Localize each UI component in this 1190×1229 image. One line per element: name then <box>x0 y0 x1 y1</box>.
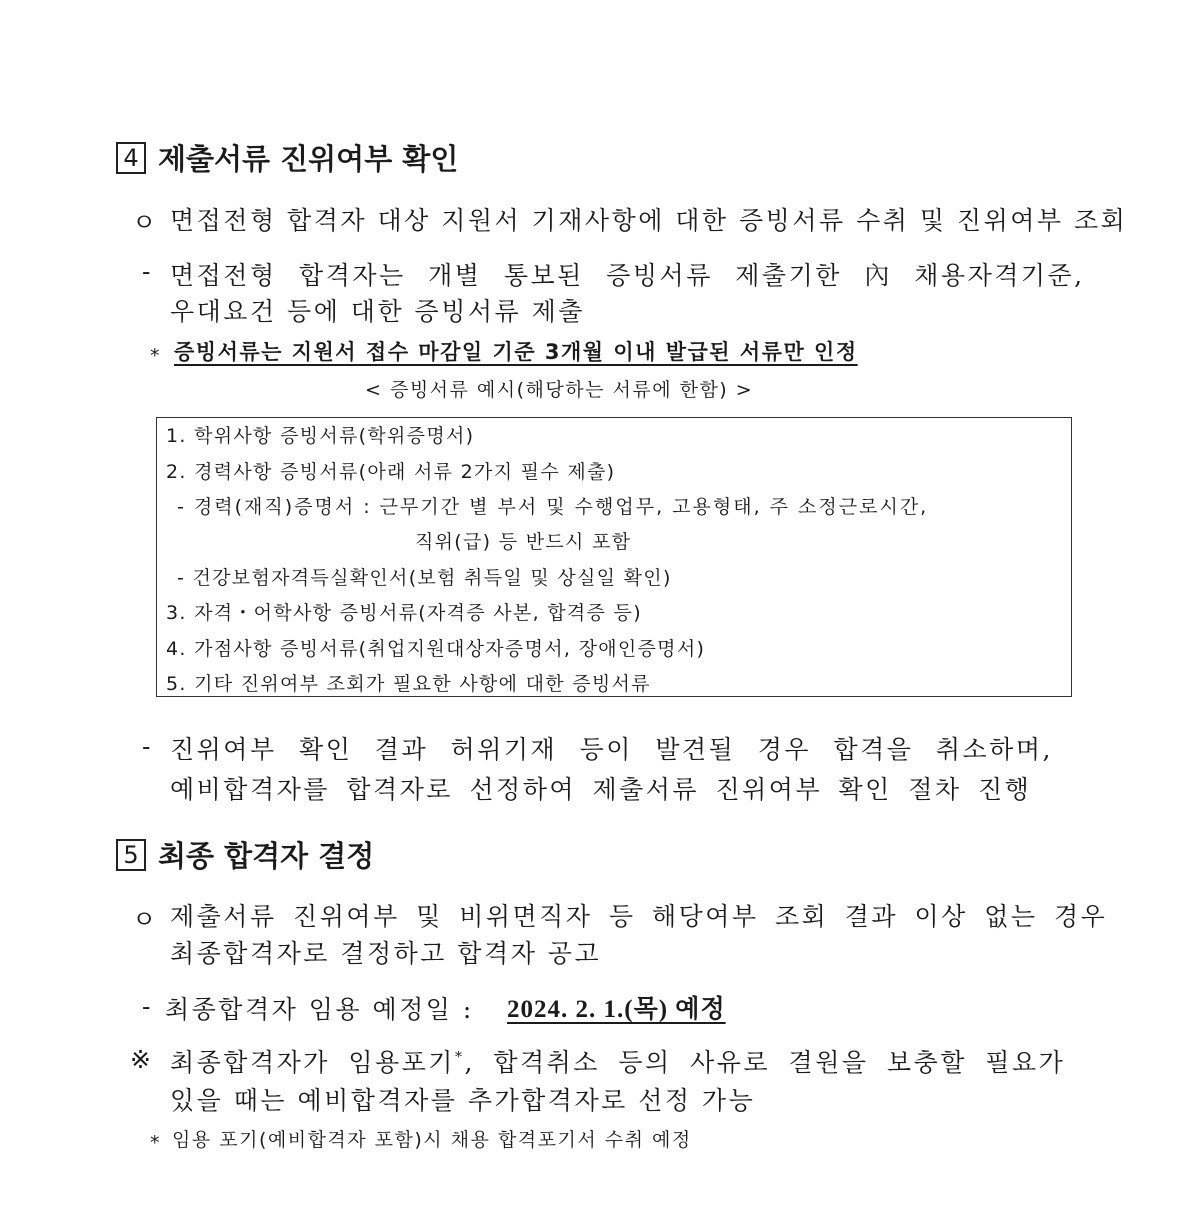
reference-mark: ※ <box>130 1045 154 1074</box>
box-line-8: 5. 기타 진위여부 조회가 필요한 사항에 대한 증빙서류 <box>166 673 651 695</box>
s4-note-text: 증빙서류는 지원서 접수 마감일 기준 3개월 이내 발급된 서류만 인정 <box>174 340 858 364</box>
section-4-heading <box>116 137 458 178</box>
box-line-5: - 건강보험자격득실확인서(보험 취득일 및 상실일 확인) <box>177 567 672 589</box>
section-4-title: 제출서류 진위여부 확인 <box>158 142 459 176</box>
appoint-label: 최종합격자 임용 예정일 : <box>165 995 474 1024</box>
section-5-number: 5 <box>116 839 146 871</box>
s4-line3b: 예비합격자를 합격자로 선정하여 제출서류 진위여부 확인 절차 진행 <box>170 775 1032 804</box>
box-line-7: 4. 가점사항 증빙서류(취업지원대상자증명서, 장애인증명서) <box>166 638 706 660</box>
s4-note <box>174 336 858 366</box>
section-5-heading <box>116 834 374 875</box>
s5-ref-line-b: 있을 때는 예비합격자를 추가합격자로 선정 가능 <box>170 1086 756 1115</box>
section-5-title: 최종 합격자 결정 <box>158 839 375 873</box>
s5-ref-pre: 최종합격자가 임용포기 <box>170 1048 455 1077</box>
s5-ref-sup: * <box>454 1049 465 1066</box>
s4-line3a: 진위여부 확인 결과 허위기재 등이 발견될 경우 합격을 취소하며, <box>170 735 1053 764</box>
note-star: * <box>150 345 161 367</box>
dash-marker: - <box>142 992 153 1021</box>
s4-line2a: 면접전형 합격자는 개별 통보된 증빙서류 제출기한 內 채용자격기준, <box>170 261 1085 290</box>
example-caption: < 증빙서류 예시(해당하는 서류에 한함) > <box>365 379 754 401</box>
dash-marker: - <box>142 732 153 761</box>
s4-line2b: 우대요건 등에 대한 증빙서류 제출 <box>170 297 585 326</box>
s4-line1: 면접전형 합격자 대상 지원서 기재사항에 대한 증빙서류 수취 및 진위여부 조회 <box>170 206 1128 235</box>
s5-line1a: 제출서류 진위여부 및 비위면직자 등 해당여부 조회 결과 이상 없는 경우 <box>170 902 1108 931</box>
appoint-date: 2024. 2. 1.(목) 예정 <box>507 996 726 1023</box>
s5-line1b: 최종합격자로 결정하고 합격자 공고 <box>170 939 602 968</box>
box-line-6: 3. 자격・어학사항 증빙서류(자격증 사본, 합격증 등) <box>166 602 642 624</box>
dash-marker: - <box>142 257 153 286</box>
box-line-1: 1. 학위사항 증빙서류(학위증명서) <box>166 425 475 447</box>
s5-ref-line-a <box>170 1043 1065 1079</box>
box-line-2: 2. 경력사항 증빙서류(아래 서류 2가지 필수 제출) <box>166 461 616 483</box>
bullet-circle: ㅇ <box>132 905 159 934</box>
s5-ref-post: , 합격취소 등의 사유로 결원을 보충할 필요가 <box>464 1048 1066 1077</box>
box-line-3: - 경력(재직)증명서 : 근무기간 별 부서 및 수행업무, 고용형태, 주 소정근로시간, <box>177 496 929 518</box>
section-4-number: 4 <box>116 142 146 174</box>
foot-star: * <box>150 1132 161 1154</box>
examples-box <box>156 417 1072 697</box>
bullet-circle: ㅇ <box>132 208 159 237</box>
box-line-4: 직위(급) 등 반드시 포함 <box>415 531 632 553</box>
s5-footnote: 임용 포기(예비합격자 포함)시 채용 합격포기서 수취 예정 <box>172 1129 692 1151</box>
